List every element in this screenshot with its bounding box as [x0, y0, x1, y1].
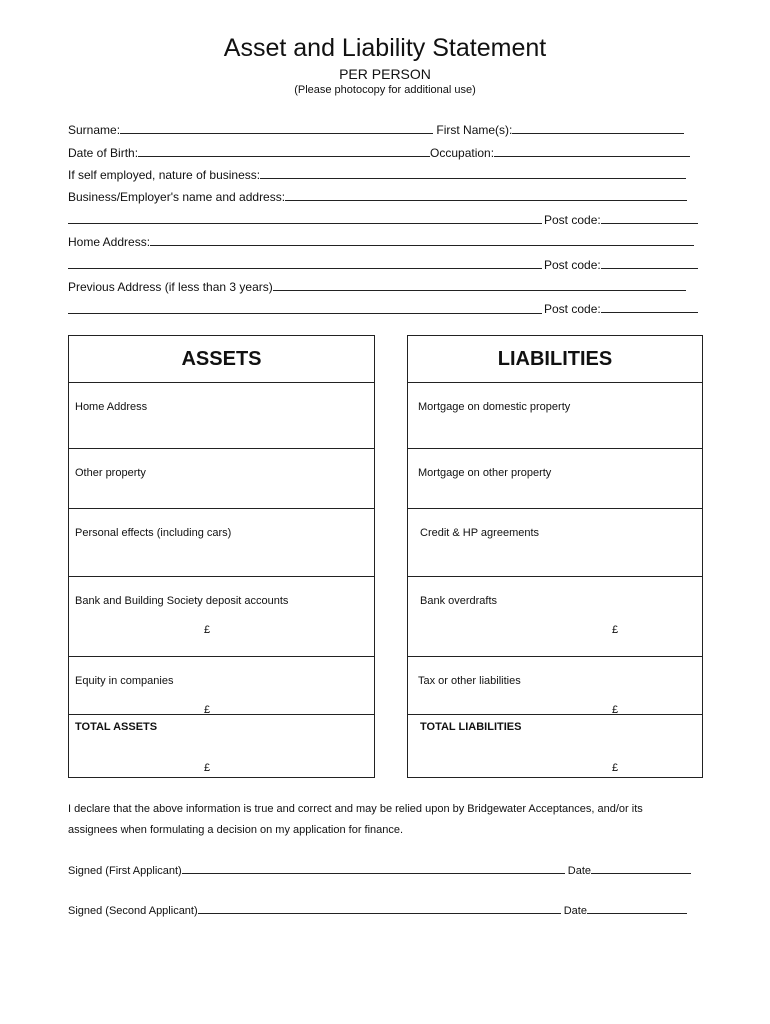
assets-heading: ASSETS	[69, 336, 374, 383]
liability-label: Mortgage on domestic property	[418, 401, 571, 413]
liabilities-heading: LIABILITIES	[408, 336, 702, 383]
business-postcode-field[interactable]	[601, 213, 698, 224]
asset-home-address[interactable]	[69, 383, 374, 449]
liability-domestic-mortgage[interactable]	[408, 383, 702, 449]
surname-field[interactable]	[120, 123, 433, 134]
asset-personal-effects[interactable]	[69, 509, 374, 577]
assets-table	[68, 335, 375, 778]
pound-sign: £	[204, 762, 211, 774]
liability-total[interactable]	[408, 715, 702, 777]
pound-sign: £	[204, 704, 211, 716]
home-address-label: Home Address:	[68, 235, 151, 249]
photocopy-note: (Please photocopy for additional use)	[294, 84, 476, 96]
liability-label: Bank overdrafts	[420, 595, 498, 607]
declaration-line-1: I declare that the above information is true and correct and may be relied upon by Bridgewater Acceptances, and/or its	[68, 803, 643, 815]
liability-label: Mortgage on other property	[418, 467, 552, 479]
home-address-line[interactable]	[68, 255, 542, 269]
liability-label: Tax or other liabilities	[418, 675, 521, 687]
self-employed-field[interactable]	[260, 168, 686, 179]
business-postcode-row	[544, 213, 698, 227]
asset-total[interactable]	[69, 715, 374, 777]
asset-label: Personal effects (including cars)	[75, 527, 232, 539]
business-address-line[interactable]	[68, 210, 542, 224]
second-date-field[interactable]	[587, 904, 687, 914]
first-date-field[interactable]	[591, 864, 691, 874]
post-code-label: Post code:	[544, 302, 601, 316]
first-names-label: First Name(s):	[436, 123, 513, 137]
previous-address-line[interactable]	[68, 300, 542, 314]
liabilities-table	[407, 335, 703, 778]
asset-label: Equity in companies	[75, 675, 174, 687]
asset-equity[interactable]	[69, 657, 374, 715]
liability-credit-hp[interactable]	[408, 509, 702, 577]
asset-label: Other property	[75, 467, 146, 479]
liability-label: Credit & HP agreements	[420, 527, 540, 539]
liability-other-mortgage[interactable]	[408, 449, 702, 509]
second-signature-field[interactable]	[198, 904, 561, 914]
business-field[interactable]	[285, 190, 687, 201]
declaration-line-2: assignees when formulating a decision on my application for finance.	[68, 824, 404, 836]
home-address-row	[68, 235, 694, 249]
first-signature-field[interactable]	[182, 864, 565, 874]
asset-bank-deposits[interactable]	[69, 577, 374, 657]
previous-postcode-row	[544, 302, 698, 316]
first-names-field[interactable]	[512, 123, 684, 134]
dob-row	[68, 146, 690, 160]
occupation-field[interactable]	[494, 146, 690, 157]
asset-label: Home Address	[75, 401, 148, 413]
dob-label: Date of Birth:	[68, 146, 139, 160]
liability-overdrafts[interactable]	[408, 577, 702, 657]
previous-postcode-field[interactable]	[601, 302, 698, 313]
asset-label: Bank and Building Society deposit accounts	[75, 595, 289, 607]
previous-address-row	[68, 280, 686, 294]
home-postcode-field[interactable]	[601, 258, 698, 269]
pound-sign: £	[204, 624, 211, 636]
business-row	[68, 190, 687, 204]
total-liabilities-label: TOTAL LIABILITIES	[420, 721, 522, 733]
self-employed-row	[68, 168, 686, 182]
dob-field[interactable]	[138, 146, 430, 157]
previous-address-label: Previous Address (if less than 3 years)	[68, 280, 273, 294]
pound-sign: £	[612, 704, 619, 716]
first-signature-label: Signed (First Applicant)	[68, 865, 182, 877]
liability-tax[interactable]	[408, 657, 702, 715]
first-signature-row	[68, 864, 691, 877]
pound-sign: £	[612, 624, 619, 636]
second-signature-row	[68, 904, 687, 917]
form-title: Asset and Liability Statement	[223, 34, 547, 62]
second-signature-label: Signed (Second Applicant)	[68, 905, 198, 917]
surname-label: Surname:	[68, 123, 121, 137]
date-label: Date	[567, 865, 592, 877]
previous-address-field[interactable]	[273, 280, 686, 291]
form-subtitle: PER PERSON	[339, 66, 431, 82]
date-label: Date	[563, 905, 587, 917]
post-code-label: Post code:	[544, 258, 601, 272]
total-assets-label: TOTAL ASSETS	[75, 721, 158, 733]
self-employed-label: If self employed, nature of business:	[68, 168, 261, 182]
business-label: Business/Employer's name and address:	[68, 190, 286, 204]
occupation-label: Occupation:	[430, 146, 495, 160]
asset-other-property[interactable]	[69, 449, 374, 509]
pound-sign: £	[612, 762, 619, 774]
post-code-label: Post code:	[544, 213, 601, 227]
surname-row	[68, 123, 684, 137]
home-postcode-row	[544, 258, 698, 272]
home-address-field[interactable]	[150, 235, 694, 246]
